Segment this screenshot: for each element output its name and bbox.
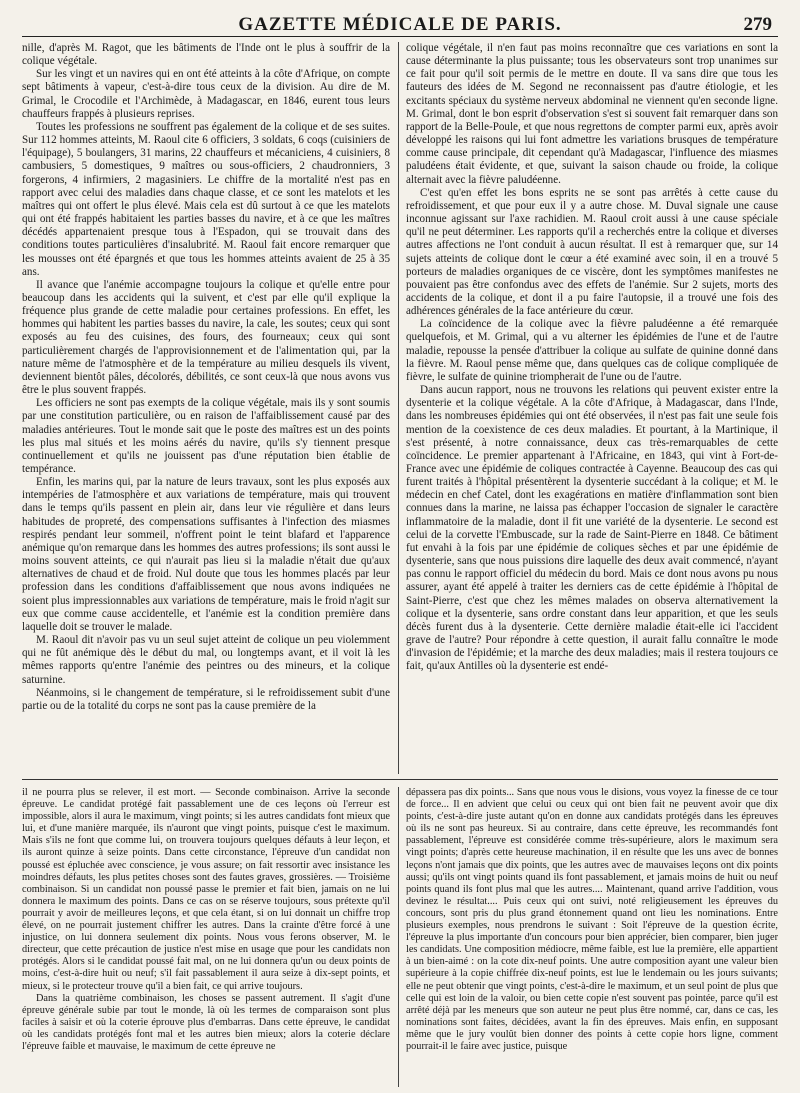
bottom-left-column <box>22 787 390 1087</box>
column-divider <box>398 42 399 774</box>
paragraph: M. Raoul dit n'avoir pas vu un seul sujet atteint de colique un peu violemment qui ne fût anémique dès le début du mal, ou longtemps avant, et il voit là les mêmes rapports qu'entre l'anémie des peintres ou des mineurs, et la colique saturnine. <box>22 634 390 686</box>
bottom-right-column <box>406 787 778 1087</box>
paragraph: C'est qu'en effet les bons esprits ne se sont pas arrêtés à cette cause du refroidissement, et que pour eux il y a autre chose. M. Duval signale une cause inconnue agissant sur l'axe rachidien. M. Raoul croit aussi à une cause spéciale qu'il ne peut déterminer. Les rapports qu'il a recherchés entre la colique et diverses autres affections ne l'ont conduit à aucun résultat. Il est à remarquer que, sur 14 sujets atteints de colique dont le cœur a été examiné avec soin, il en a trouvé 5 porteurs de maladies organiques de ce viscère, dont les symptômes manifestes ne pouvaient pas être confondus avec des effets de l'anémie. Sur 2 sujets, morts des accidents de la colique, et dont il a pu faire l'autopsie, il a trouvé une fois des adhérences générales de la face antérieure du cœur. <box>406 186 778 318</box>
column-divider <box>398 787 399 1087</box>
paragraph: Dans la quatrième combinaison, les choses se passent autrement. Il s'agit d'une épreuve générale subie par tout le monde, là où les termes de comparaison sont plus faciles à saisir et où la coterie éprouve plus d'embarras. Dans cette épreuve, le candidat où les candidats protégés font mal et les autres bien mieux; alors la coterie déclare l'épreuve faible et mauvaise, le maximum de cette épreuve ne <box>22 992 390 1052</box>
paragraph: colique végétale, il n'en faut pas moins reconnaître que ces variations en sont la cause déterminante la plus puissante; tous les observateurs sont trop unanimes sur ce fait pour qu'il soit permis de le mettre en doute. Il va sans dire que tous les fauteurs des idées de M. Segond ne reconnaissent pas d'autre étiologie, et les excitants spéciaux du système nerveux abdominal ne viennent qu'en seconde ligne. M. Grimal, dont le bon esprit d'observation s'est si souvent fait remarquer dans son rapport de la Belle-Poule, et que nous regrettons de compter parmi eux, après avoir développé les raisons qui lui font admettre les variations brusques de température comme cause principale, dit cependant qu'à Madagascar, l'influence des miasmes paludéens était évidente, et que, suivant la saison chaude ou froide, la colique alternait avec la fièvre paludéenne. <box>406 42 778 186</box>
paragraph: Toutes les professions ne souffrent pas également de la colique et de ses suites. Sur 112 hommes atteints, M. Raoul cite 6 officiers, 3 soldats, 6 coqs (cuisiniers de l'équipage), 5 boulangers, 31 marins, 22 chauffeurs et mécaniciens, 4 cuisiniers, 8 cambusiers, 5 domestiques, 9 maîtres ou sous-officiers, 2 chaudronniers, 3 forgerons, 4 infirmiers, 2 magasiniers. Le chiffre de la mortalité n'est pas en rapport avec celui des maladies dans chaque classe, et ce sont les matelots et les maîtres qui ont offert le plus élevé. Mais cela est dû surtout à ce que les matelots qui ont été frappés habitaient les parties basses du navire, et à ce que les maîtres décédés appartenaient presque tous à l'Espadon, qui se trouvait dans des conditions toutes particulières d'insalubrité. M. Raoul fait encore remarquer que les mousses ont été épargnés et que tous les hommes atteints avaient de 25 à 35 ans. <box>22 120 390 278</box>
page-header <box>22 10 778 37</box>
paragraph: dépassera pas dix points... Sans que nous vous le disions, vous voyez la finesse de ce tour de force... Il en advient que celui ou ceux qui ont bien fait ne peuvent avoir que dix points, c'est-à-dire juste autant qu'on en donne aux candidats protégés dans les épreuves où ils ne sont pas heureux. Si au contraire, dans cette épreuve, les recommandés font passablement, l'épreuve est considérée comme très-supérieure, alors le maximum sera vingt points; d'après cette heureuse machination, il en résulte que les uns avec de bonnes leçons n'ont jamais que dix points, que les autres avec de mauvaises leçons ont dix points aussi; qu'ils ont vingt points quand ils font passablement, et jamais moins de huit ou neuf points quand ils font plus mal que les autres.... Maintenant, quand arrive l'addition, vous devinez le résultat.... Puis ceux qui ont suivi, noté religieusement les épreuves du concours, sont pris du plus grand étonnement quand ont lieu les nominations. Entre plusieurs exemples, nous prendrons le suivant : Soit l'épreuve de la question écrite, l'épreuve la plus importante d'un concours pour bien apprécier, bien comparer, bien juger les candidats. Une composition médiocre, même faible, est lue la première, elle appartient à un bien-aimé : on la cote dix-neuf points. Une autre composition ayant une valeur bien supérieure à la copie chiffrée dix-neuf points, est lue le lendemain ou les jours suivants; elle ne peut obtenir que vingt points, c'est-à-dire le maximum, et un seul point de plus que celle qui est loin de la valoir, ou bien cette copie n'est souvent pas pointée, parce qu'il est arrêté déjà par les meneurs que son auteur ne peut plus être nommé, car, dans ce cas, les nominations sont faites, décidées, avant la fin des épreuves. Mais enfin, en supposant même que le jury voulût bien donner des points à cette copie hors ligne, comment pourrait-il le faire avec justice, puisque <box>406 787 778 1052</box>
paragraph: Dans aucun rapport, nous ne trouvons les relations qui peuvent exister entre la dysenterie et la colique végétale. A la côte d'Afrique, à Madagascar, dans l'Inde, dans les nombreuses épidémies qui ont été observées, il n'est pas fait une seule fois mention de la coexistence de ces deux maladies. Et pourtant, à la Martinique, il s'est présenté, à notre connaissance, deux cas très-remarquables de cette coïncidence. Le premier appartenant à l'Africaine, en 1843, qui vint à Fort-de-France avec une épidémie de coliques contractée à Cayenne. Beaucoup des cas qui furent traités à l'hôpital présentèrent la dysenterie succédant à la colique; et M. le médecin en chef Catel, dont les exagérations en matière d'inflammation sont bien connues dans la marine, ne laissa pas échapper l'occasion de signaler le caractère inflammatoire de la maladie, dont il fit une variété de la dysenterie. Le second est celui de la corvette l'Embuscade, sur la rade de Saint-Pierre en 1848. Ce bâtiment fut envahi à la fois par une épidémie de coliques sèches et par une épidémie de dysenterie, sans que nous puissions dire laquelle des deux avait commencé, n'ayant pas connu le rapport officiel du médecin du bord. Mais ce dont nous avons pu nous assurer, ayant été appelé à traiter les derniers cas de cette épidémie à l'hôpital de Saint-Pierre, c'est que chez les mêmes malades on observa alternativement la colique et la dysenterie, sans ordre constant dans leur apparition, et que les seuls décès furent dus à la dysenterie. Cette dernière maladie était-elle ici l'accident grave de l'autre? Pour répondre à cette question, il aurait fallu connaître le mode d'invasion de l'épidémie; et la marche des deux maladies; mais il restera toujours ce fait, qu'aux Antilles où la dysenterie est endé- <box>406 384 778 673</box>
paragraph: Enfin, les marins qui, par la nature de leurs travaux, sont les plus exposés aux intempéries de l'atmosphère et aux variations de température, mais qui trouvent dans le temps qu'ils passent en plein air, dans leur vie régulière et dans leurs habitudes de propreté, des compensations suffisantes à l'infection des miasmes respirés pendant leur sommeil, n'offrent point le teint blafard et l'apparence anémique qu'on remarque dans les hommes des autres professions; ils sont aussi le moins souvent atteints, ce qui n'aurait pas lieu si la maladie n'était due qu'aux alternatives de chaud et de froid. Nul doute que tous les hommes placés par leur profession dans les conditions d'affaiblissement que nous avons indiquées ne soient plus impressionnables aux variations de température, mais le froid n'agit sur eux que comme cause accidentelle, et l'anémie est la condition première dans laquelle doit se trouver le malade. <box>22 476 390 633</box>
paragraph: La coïncidence de la colique avec la fièvre paludéenne a été remarquée quelquefois, et M. Grimal, qui a vu alterner les épidémies de l'une et de l'autre maladie, repousse la pensée d'attribuer la colique au sulfate de quinine donné dans la fièvre. M. Raoul pense même que, dans quelques cas de colique compliquée de fièvre, le sulfate de quinine triompherait de l'une ou de l'autre. <box>406 318 778 383</box>
paragraph: Néanmoins, si le changement de température, si le refroidissement subit d'une partie ou de la totalité du corps ne sont pas la cause première de la <box>22 686 390 712</box>
paragraph: il ne pourra plus se relever, il est mort. — Seconde combinaison. Arrive la seconde épreuve. Le candidat protégé fait passablement une de ces leçons où l'erreur est impossible, alors il aura le maximum, vingt points; si les autres candidats font mieux que lui, et d'une manière marquée, ils n'auront que vingt points, puisque c'est le maximum. Mais s'ils ne font que comme lui, on trouvera toujours quelques défauts à leur leçon, et ils auront quinze à seize points. Dans cette circonstance, l'épreuve d'un candidat non poussé est épluchée avec conscience, je vous assure; on fait ressortir avec insistance les moindres défauts, les plus petites choses sont des fautes graves, grossières. — Troisième combinaison. Si un candidat non poussé passe le premier et fait bien, jamais on ne lui donnera le maximum des points. Dans ce cas on se réserve toujours, sous prétexte qu'il pourrait y avoir de meilleures leçons, et que cela étant, si on lui donnait un chiffre trop élevé, on ne pourrait justement chiffrer les autres. Dans la crainte d'être forcé à une injustice, on lui donnera seulement dix points. Nous vous ferons observer, M. le directeur, que cette précaution de justice n'est mise en usage que pour les candidats non protégés. Alors si le candidat poussé fait mal, on ne lui donnera qu'un ou deux points de moins, c'est-à-dire huit ou neuf; s'il fait passablement il aura seize à dix-sept points, et mieux, si le protecteur trouve qu'il a bien fait, ce qui arrive toujours. <box>22 787 390 992</box>
paragraph: Les officiers ne sont pas exempts de la colique végétale, mais ils y sont soumis par une constitution particulière, ou en raison de l'affaiblissement causé par des maladies antérieures. Tout le monde sait que le poste des maîtres est un des points les plus mal situés et les moins aérés du navire, qu'ils s'y tiennent presque continuellement et qu'ils ne jouissent pas d'une réputation bien établie de tempérance. <box>22 397 390 475</box>
feuilleton-divider <box>22 779 778 780</box>
page-number: 279 <box>743 14 772 35</box>
paragraph: Sur les vingt et un navires qui en ont été atteints à la côte d'Afrique, on compte sept bâtiments à vapeur, c'est-à-dire tous ceux de la division. Au dire de M. Grimal, le Crocodile et l'Archimède, à Madagascar, en 1846, eurent tous leurs chauffeurs frappés à plusieurs reprises. <box>22 68 390 120</box>
journal-title: GAZETTE MÉDICALE DE PARIS. <box>238 14 562 35</box>
paragraph: nille, d'après M. Ragot, que les bâtiments de l'Inde ont le plus à souffrir de la colique végétale. <box>22 42 390 68</box>
paragraph: Il avance que l'anémie accompagne toujours la colique et qu'elle entre pour beaucoup dans les accidents qui la suivent, et c'est par elle qu'il explique la fréquence plus grande de cette maladie pour certaines professions. En effet, les hommes qui habitent les parties basses du navire, la cale, les soutes; ceux qui sont exposés au feu des cuisines, des fours, des fourneaux; ceux qui sont particulièrement chargés de l'approvisionnement et de l'alimentation qui, par la nature même de l'atmosphère et de la température au milieu desquels ils vivent, deviennent bientôt pâles, décolorés, débilités, ce sont ceux-là que nous avons vus être le plus souvent frappés. <box>22 278 390 397</box>
top-right-column <box>406 42 778 774</box>
top-left-column <box>22 42 390 774</box>
